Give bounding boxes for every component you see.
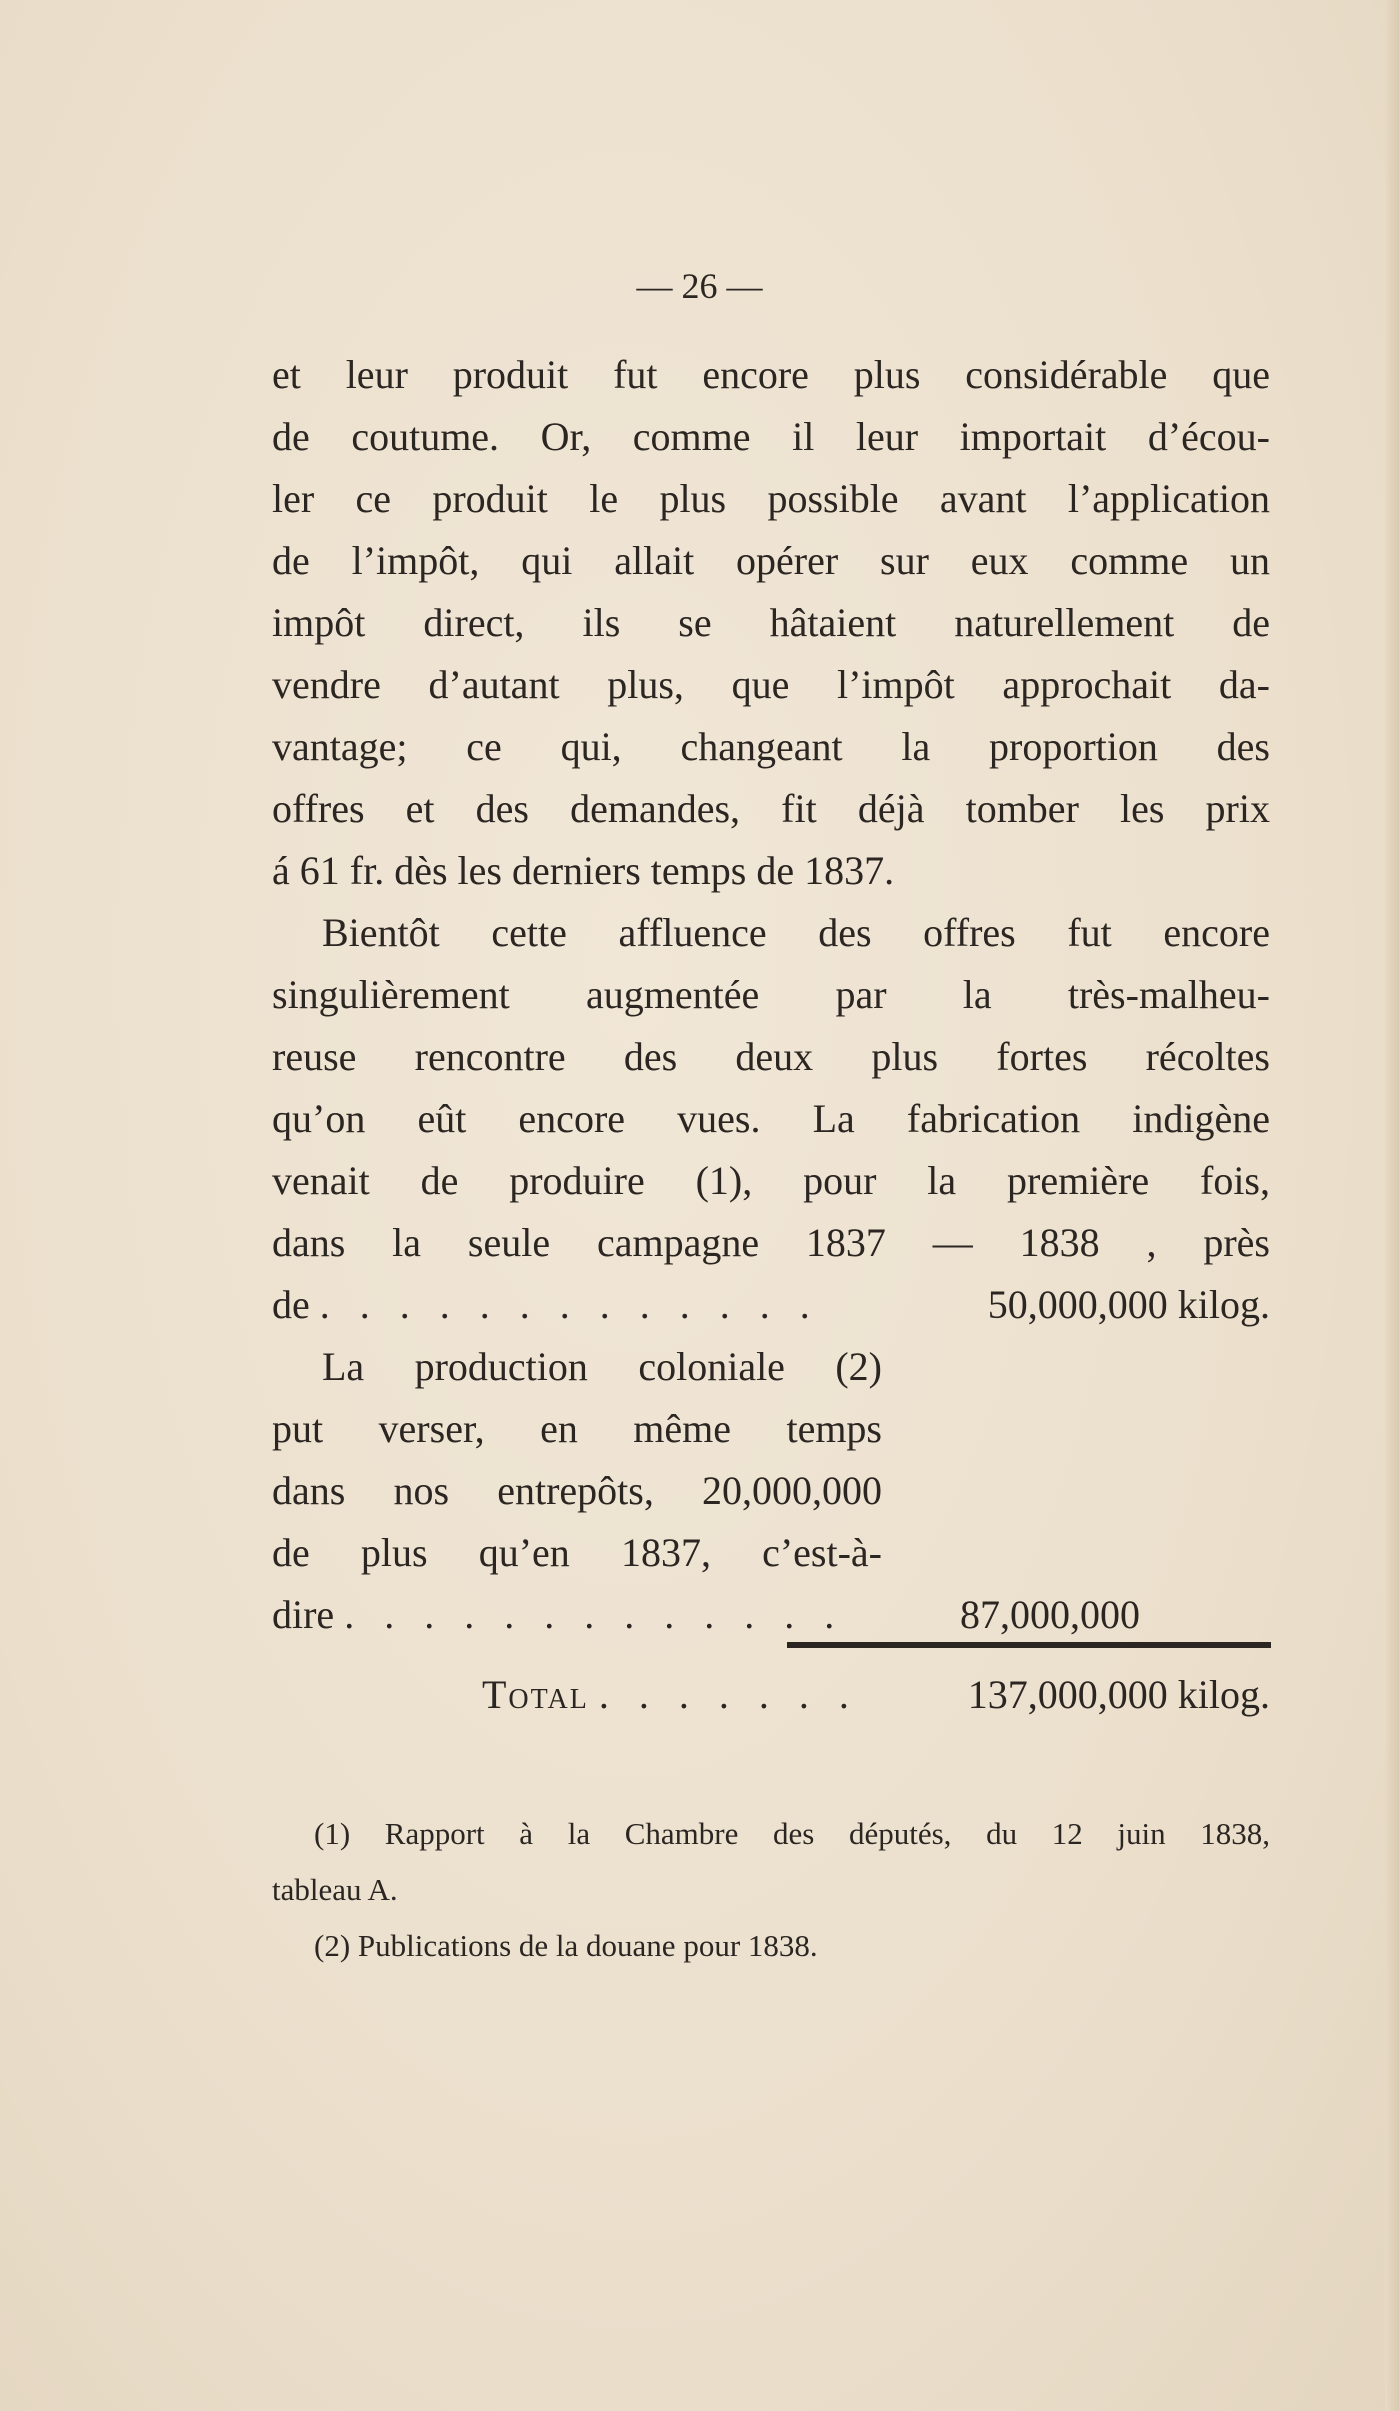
figure-row-label: dire . . . . . . . . . . . . . (272, 1592, 845, 1637)
figure-row-label: de . . . . . . . . . . . . . (272, 1282, 820, 1327)
body-line: dans la seule campagne 1837 — 1838 , près (272, 1220, 1270, 1265)
body-line: vendre d’autant plus, que l’impôt approchait da- (272, 662, 1270, 707)
body-line: á 61 fr. dès les derniers temps de 1837. (272, 848, 895, 893)
body-line: dans nos entrepôts, 20,000,000 (272, 1468, 882, 1513)
body-line: Bientôt cette affluence des offres fut encore (322, 910, 1270, 955)
sum-rule (787, 1642, 1271, 1648)
total-label: Total . . . . . . . (482, 1672, 859, 1717)
sum-rule-container (272, 1646, 1270, 1664)
page-edge-shadow (1385, 0, 1399, 2411)
figure-row-colonial (272, 1584, 1270, 1646)
footnote-1: (1) Rapport à la Chambre des députés, du 12 juin 1838, (314, 1816, 1270, 1851)
body-text (272, 344, 1270, 1726)
body-line: de l’impôt, qui allait opérer sur eux comme un (272, 538, 1270, 583)
figure-row-value: 50,000,000 kilog. (987, 1282, 1270, 1327)
figure-row-total (272, 1664, 1270, 1726)
body-line: qu’on eût encore vues. La fabrication indigène (272, 1096, 1270, 1141)
footnote-2: (2) Publications de la douane pour 1838. (314, 1928, 818, 1963)
page-number: — 26 — (636, 266, 763, 306)
body-line: et leur produit fut encore plus considérable que (272, 352, 1270, 397)
body-line: offres et des demandes, fit déjà tomber les prix (272, 786, 1270, 831)
body-line: reuse rencontre des deux plus fortes récoltes (272, 1034, 1270, 1079)
body-line: ler ce produit le plus possible avant l’application (272, 476, 1270, 521)
body-line: de coutume. Or, comme il leur importait d’écou- (272, 414, 1270, 459)
total-value: 137,000,000 kilog. (967, 1672, 1270, 1717)
footnote-1-cont: tableau A. (272, 1872, 398, 1907)
body-line: impôt direct, ils se hâtaient naturellement de (272, 600, 1270, 645)
body-line: venait de produire (1), pour la première fois, (272, 1158, 1270, 1203)
footnotes (272, 1806, 1270, 1974)
body-line: put verser, en même temps (272, 1406, 882, 1451)
body-line: singulièrement augmentée par la très-malheu- (272, 972, 1270, 1017)
figure-row-value: 87,000,000 (960, 1592, 1140, 1637)
body-line: vantage; ce qui, changeant la proportion des (272, 724, 1270, 769)
body-line: La production coloniale (2) (322, 1344, 882, 1389)
figure-row-indigenous (272, 1274, 1270, 1336)
body-line: de plus qu’en 1837, c’est-à- (272, 1530, 882, 1575)
